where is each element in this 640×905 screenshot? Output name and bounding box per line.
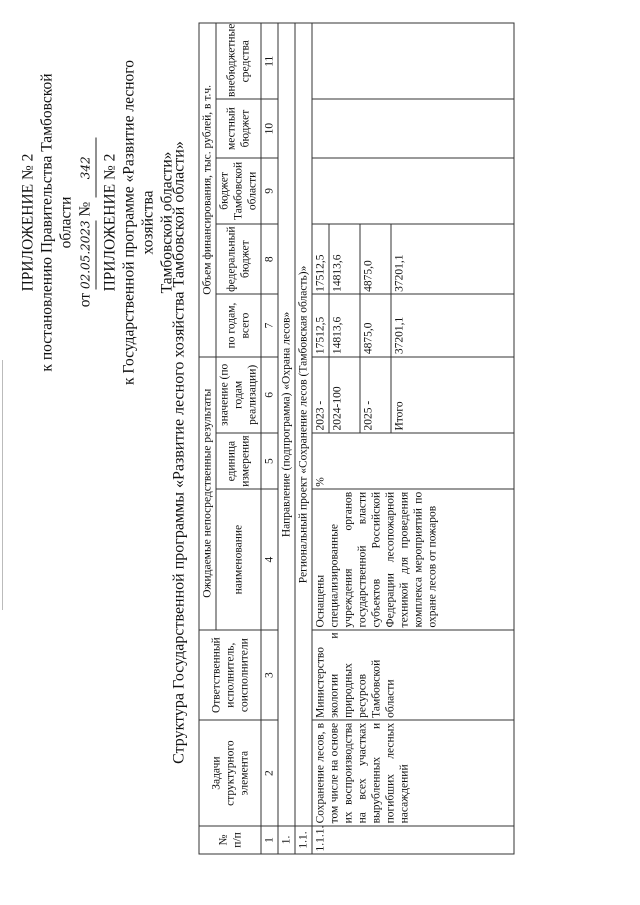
row-local <box>312 99 514 157</box>
row-federal: 17512,5 <box>312 224 329 294</box>
appendix2-line2: Тамбовской области» <box>158 151 176 294</box>
row-year: Итого <box>391 357 514 433</box>
row-task: Сохранение лесов, в том числе на основе их воспроизводства на всех участках вырубленных и погибших лесных насаждений <box>312 720 514 826</box>
col-number: 1 <box>261 826 278 854</box>
row-year: 2024-100 <box>329 357 360 433</box>
appendix-title: ПРИЛОЖЕНИЕ № 2 <box>19 153 37 292</box>
header-row-1 <box>199 23 216 854</box>
header-by-years: по годам, всего <box>216 294 261 356</box>
col-number: 8 <box>261 224 278 294</box>
row-total: 17512,5 <box>312 294 329 356</box>
row-year: 2023 - <box>312 357 329 433</box>
row-total: 37201,1 <box>391 294 514 356</box>
document-page <box>13 13 628 893</box>
col-number: 9 <box>261 158 278 224</box>
col-number: 10 <box>261 99 278 157</box>
header-local: местный бюджет <box>216 99 261 157</box>
col-number: 6 <box>261 357 278 433</box>
appendix-subtitle: к постановлению Правительства Тамбовской области <box>38 73 75 372</box>
structure-table-wrap <box>199 23 515 855</box>
section-title: Направление (подпрограмма) «Охрана лесов» <box>278 23 295 826</box>
header-expected: Ожидаемые непосредственные результаты <box>199 357 216 630</box>
col-number: 7 <box>261 294 278 356</box>
row-federal: 14813,6 <box>329 224 360 294</box>
section-number: 1.1. <box>295 826 312 854</box>
row-number: 1.1.1. <box>312 826 514 854</box>
row-federal: 4875,0 <box>360 224 391 294</box>
appendix-date-line: от 02.05.2023 № 342 <box>76 53 97 393</box>
program-appendix-header <box>101 53 177 393</box>
header-unit: единица измерения <box>216 433 261 489</box>
column-number-row <box>261 23 278 854</box>
handwritten-date: 02.05.2023 <box>77 220 97 289</box>
header-name: наименование <box>216 489 261 630</box>
row-executor: Министерство экологии и природных ресурсов Тамбовской области <box>312 630 514 720</box>
header-value: значение (по годам реализации) <box>216 357 261 433</box>
col-number: 2 <box>261 720 278 826</box>
row-regional <box>312 158 514 224</box>
structure-table <box>199 23 515 855</box>
row-unit: % <box>312 433 514 489</box>
header-regional: бюджет Тамбовской области <box>216 158 261 224</box>
header-federal: федеральный бюджет <box>216 224 261 294</box>
header-tasks: Задачи структурного элемента <box>199 720 261 826</box>
col-number: 5 <box>261 433 278 489</box>
appendix2-title: ПРИЛОЖЕНИЕ № 2 <box>101 153 119 292</box>
appendix2-line1: к Государственной программе «Развитие лесного хозяйства <box>120 60 157 385</box>
decree-appendix-header <box>19 53 97 393</box>
header-extra: внебюджетные средства <box>216 23 261 99</box>
col-number: 11 <box>261 23 278 99</box>
row-result-name: Оснащены специализированные учреждения органов государственной власти субъектов Российской Федерации лесопожарной техникой для проведения комплекса мероприятий по охране лесов от пожаров <box>312 489 514 630</box>
section-number: 1. <box>278 826 295 854</box>
row-total: 4875,0 <box>360 294 391 356</box>
header-volume: Объем финансирования, тыс. рублей, в т.ч. <box>199 23 216 357</box>
header-executor: Ответственный исполнитель, соисполнители <box>199 630 261 720</box>
structure-title: Структура Государственной программы «Развитие лесного хозяйства Тамбовской области» <box>170 141 188 764</box>
row-federal: 37201,1 <box>391 224 514 294</box>
section-title: Региональный проект «Сохранение лесов (Тамбовская область)» <box>295 23 312 826</box>
col-number: 3 <box>261 630 278 720</box>
row-year: 2025 - <box>360 357 391 433</box>
col-number: 4 <box>261 489 278 630</box>
section-row-direction <box>278 23 295 854</box>
header-num: № п/п <box>199 826 261 854</box>
table-row <box>312 23 329 854</box>
handwritten-number: 342 <box>77 138 97 198</box>
section-row-project <box>295 23 312 854</box>
scan-edge-line <box>2 360 3 610</box>
row-extra <box>312 23 514 99</box>
row-total: 14813,6 <box>329 294 360 356</box>
